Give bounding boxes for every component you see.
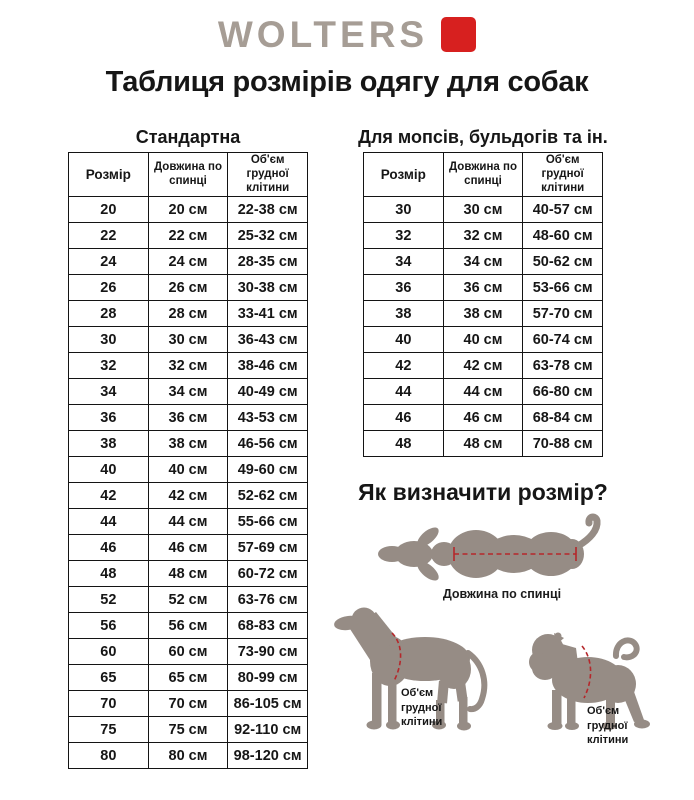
table-cell: 30 см bbox=[148, 327, 228, 353]
table-cell: 36 см bbox=[443, 275, 523, 301]
table-cell: 26 bbox=[69, 275, 149, 301]
standard-table-head bbox=[69, 153, 308, 197]
table-cell: 60-72 см bbox=[228, 561, 308, 587]
table-cell: 36-43 см bbox=[228, 327, 308, 353]
table-row bbox=[69, 639, 308, 665]
table-row bbox=[364, 327, 603, 353]
table-cell: 32 bbox=[364, 223, 444, 249]
table-cell: 80-99 см bbox=[228, 665, 308, 691]
dog-tail bbox=[578, 517, 597, 546]
table-cell: 70 см bbox=[148, 691, 228, 717]
table-cell: 80 bbox=[69, 743, 149, 769]
table-row bbox=[364, 301, 603, 327]
table-row bbox=[69, 691, 308, 717]
table-cell: 30-38 см bbox=[228, 275, 308, 301]
table-cell: 49-60 см bbox=[228, 457, 308, 483]
table-row bbox=[69, 249, 308, 275]
table-row bbox=[69, 535, 308, 561]
table-cell: 80 см bbox=[148, 743, 228, 769]
table-row bbox=[364, 223, 603, 249]
table-row bbox=[364, 275, 603, 301]
table-cell: 40 bbox=[69, 457, 149, 483]
table-cell: 20 см bbox=[148, 197, 228, 223]
how-to-heading: Як визначити розмір? bbox=[358, 479, 608, 505]
table-cell: 36 bbox=[364, 275, 444, 301]
table-cell: 38 bbox=[364, 301, 444, 327]
table-cell: 75 см bbox=[148, 717, 228, 743]
table-cell: 32 bbox=[69, 353, 149, 379]
table-row bbox=[69, 457, 308, 483]
table-cell: 22 см bbox=[148, 223, 228, 249]
table-cell: 57-69 см bbox=[228, 535, 308, 561]
brand-name: WOLTERS bbox=[217, 14, 429, 55]
table-cell: 32 см bbox=[148, 353, 228, 379]
table-cell: 38 см bbox=[148, 431, 228, 457]
table-cell: 26 см bbox=[148, 275, 228, 301]
table-cell: 52-62 см bbox=[228, 483, 308, 509]
table-cell: 65 bbox=[69, 665, 149, 691]
table-cell: 24 см bbox=[148, 249, 228, 275]
table-cell: 70-88 см bbox=[523, 431, 603, 457]
table-row bbox=[69, 223, 308, 249]
table-cell: 25-32 см bbox=[228, 223, 308, 249]
table-cell: 46 bbox=[69, 535, 149, 561]
dog-top-view-illustration bbox=[376, 512, 608, 584]
table-cell: 56 см bbox=[148, 613, 228, 639]
table-cell: 30 см bbox=[443, 197, 523, 223]
brand-mark-red-square bbox=[441, 17, 476, 52]
table-cell: 42 см bbox=[443, 353, 523, 379]
table-cell: 46 см bbox=[148, 535, 228, 561]
table-cell: 57-70 см bbox=[523, 301, 603, 327]
table-row bbox=[69, 431, 308, 457]
table-row bbox=[69, 353, 308, 379]
table-row bbox=[364, 197, 603, 223]
table-cell: 46-56 см bbox=[228, 431, 308, 457]
table-cell: 38 см bbox=[443, 301, 523, 327]
table-row bbox=[69, 665, 308, 691]
column-header: Довжина по спинці bbox=[443, 153, 523, 197]
header-row bbox=[69, 153, 308, 197]
table-cell: 38-46 см bbox=[228, 353, 308, 379]
table-cell: 46 bbox=[364, 405, 444, 431]
table-cell: 53-66 см bbox=[523, 275, 603, 301]
table-row bbox=[364, 353, 603, 379]
table-cell: 60 см bbox=[148, 639, 228, 665]
table-row bbox=[69, 327, 308, 353]
table-cell: 56 bbox=[69, 613, 149, 639]
header-row bbox=[364, 153, 603, 197]
table-cell: 48 bbox=[69, 561, 149, 587]
table-cell: 42 см bbox=[148, 483, 228, 509]
table-cell: 70 bbox=[69, 691, 149, 717]
table-cell: 60 bbox=[69, 639, 149, 665]
table-row bbox=[69, 379, 308, 405]
table-cell: 55-66 см bbox=[228, 509, 308, 535]
table-cell: 48 bbox=[364, 431, 444, 457]
column-header: Об'єм грудної клітини bbox=[228, 153, 308, 197]
table-cell: 38 bbox=[69, 431, 149, 457]
table-cell: 75 bbox=[69, 717, 149, 743]
table-cell: 30 bbox=[69, 327, 149, 353]
table-cell: 46 см bbox=[443, 405, 523, 431]
pug-table-caption: Для мопсів, бульдогів та ін. bbox=[358, 127, 608, 147]
pug-table-head bbox=[364, 153, 603, 197]
table-cell: 28 см bbox=[148, 301, 228, 327]
table-cell: 48 см bbox=[443, 431, 523, 457]
table-cell: 68-83 см bbox=[228, 613, 308, 639]
brand-logo bbox=[0, 16, 694, 53]
column-header: Довжина по спинці bbox=[148, 153, 228, 197]
table-cell: 52 bbox=[69, 587, 149, 613]
table-cell: 40 bbox=[364, 327, 444, 353]
chest-girth-label-big-dog: Об'єм грудної клітини bbox=[401, 687, 443, 728]
table-row bbox=[364, 379, 603, 405]
table-cell: 44 bbox=[69, 509, 149, 535]
table-cell: 42 bbox=[69, 483, 149, 509]
table-row bbox=[69, 197, 308, 223]
table-cell: 44 bbox=[364, 379, 444, 405]
column-header: Об'єм грудної клітини bbox=[523, 153, 603, 197]
pug-table-body bbox=[364, 197, 603, 457]
table-row bbox=[364, 405, 603, 431]
back-length-label: Довжина по спинці bbox=[442, 587, 562, 601]
column-header: Розмір bbox=[364, 153, 444, 197]
table-cell: 22-38 см bbox=[228, 197, 308, 223]
table-row bbox=[69, 405, 308, 431]
table-cell: 44 см bbox=[443, 379, 523, 405]
column-header: Розмір bbox=[69, 153, 149, 197]
pug-size-table bbox=[363, 152, 603, 457]
standard-table-body bbox=[69, 197, 308, 769]
big-dog-tail bbox=[468, 653, 484, 709]
table-cell: 86-105 см bbox=[228, 691, 308, 717]
table-cell: 68-84 см bbox=[523, 405, 603, 431]
table-cell: 60-74 см bbox=[523, 327, 603, 353]
standard-size-table bbox=[68, 152, 308, 769]
table-cell: 73-90 см bbox=[228, 639, 308, 665]
table-cell: 34 см bbox=[443, 249, 523, 275]
table-cell: 33-41 см bbox=[228, 301, 308, 327]
table-cell: 34 bbox=[364, 249, 444, 275]
table-row bbox=[69, 301, 308, 327]
table-cell: 65 см bbox=[148, 665, 228, 691]
page-title: Таблиця розмірів одягу для собак bbox=[105, 66, 589, 98]
table-row bbox=[69, 561, 308, 587]
table-cell: 24 bbox=[69, 249, 149, 275]
table-cell: 48-60 см bbox=[523, 223, 603, 249]
table-row bbox=[69, 509, 308, 535]
table-cell: 44 см bbox=[148, 509, 228, 535]
table-row bbox=[69, 587, 308, 613]
table-cell: 50-62 см bbox=[523, 249, 603, 275]
standard-table-caption: Стандартна bbox=[135, 127, 241, 147]
table-cell: 20 bbox=[69, 197, 149, 223]
table-cell: 48 см bbox=[148, 561, 228, 587]
table-row bbox=[364, 431, 603, 457]
table-row bbox=[364, 249, 603, 275]
table-cell: 36 bbox=[69, 405, 149, 431]
table-cell: 63-76 см bbox=[228, 587, 308, 613]
table-cell: 40-57 см bbox=[523, 197, 603, 223]
table-cell: 28 bbox=[69, 301, 149, 327]
table-cell: 52 см bbox=[148, 587, 228, 613]
table-cell: 22 bbox=[69, 223, 149, 249]
table-cell: 43-53 см bbox=[228, 405, 308, 431]
table-cell: 98-120 см bbox=[228, 743, 308, 769]
table-cell: 34 см bbox=[148, 379, 228, 405]
table-cell: 63-78 см bbox=[523, 353, 603, 379]
table-cell: 40-49 см bbox=[228, 379, 308, 405]
table-cell: 34 bbox=[69, 379, 149, 405]
table-row bbox=[69, 743, 308, 769]
table-cell: 28-35 см bbox=[228, 249, 308, 275]
bulldog-tail-curl bbox=[616, 640, 637, 657]
table-cell: 66-80 см bbox=[523, 379, 603, 405]
table-cell: 40 см bbox=[148, 457, 228, 483]
table-cell: 42 bbox=[364, 353, 444, 379]
table-row bbox=[69, 483, 308, 509]
table-row bbox=[69, 275, 308, 301]
table-cell: 36 см bbox=[148, 405, 228, 431]
table-cell: 32 см bbox=[443, 223, 523, 249]
table-cell: 30 bbox=[364, 197, 444, 223]
table-cell: 92-110 см bbox=[228, 717, 308, 743]
chest-girth-label-bulldog: Об'єм грудної клітини bbox=[587, 705, 629, 746]
table-row bbox=[69, 717, 308, 743]
table-cell: 40 см bbox=[443, 327, 523, 353]
table-row bbox=[69, 613, 308, 639]
